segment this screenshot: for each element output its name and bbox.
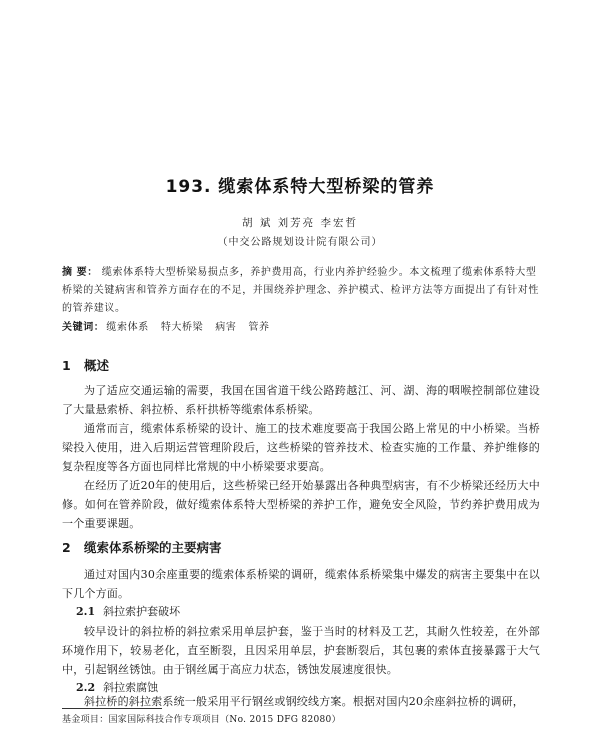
keywords <box>62 318 540 333</box>
keyword: 缆索体系 <box>106 322 149 333</box>
paper-title: 193. 缆索体系特大型桥梁的管养 <box>165 177 435 197</box>
section-heading-2 <box>62 538 222 556</box>
keywords-label: 关键词： <box>62 322 105 333</box>
author-list: 胡 斌 刘芳亮 李宏哲 <box>241 217 358 229</box>
author-affiliation: （中交公路规划设计院有限公司） <box>217 237 383 248</box>
paragraph: 通常而言，缆索体系桥梁的设计、施工的技术难度要高于我国公路上常见的中小桥梁。当桥梁投入使用，进入后期运营管理阶段后，这些桥梁的管养技术、检查实施的工作量、养护维修的复杂程度等各方面也同样比常规的中小桥梁要求要高。 <box>62 422 540 473</box>
section-number: 2 <box>62 540 71 555</box>
abstract-text: 缆索体系特大型桥梁易损点多，养护费用高，行业内养护经验少。本文梳理了缆索体系特大型桥梁的关键病害和管养方面存在的不足，并围绕养护理念、养护模式、检评方法等方面提出了有针对性的管养建议。 <box>62 267 539 314</box>
subsection-heading-2-1 <box>76 603 180 619</box>
subsection-title: 斜拉索腐蚀 <box>103 681 159 694</box>
subsection-number: 2.1 <box>76 605 96 618</box>
subsection-title: 斜拉索护套破坏 <box>103 605 181 618</box>
footnote: 基金项目：国家国际科技合作专项项目（No. 2015 DFG 82080） <box>62 715 341 725</box>
section-title: 概述 <box>84 358 110 373</box>
section-heading-1 <box>62 356 109 374</box>
subsection-number: 2.2 <box>76 681 96 694</box>
section-number: 1 <box>62 358 71 373</box>
paragraph: 较早设计的斜拉桥的斜拉索采用单层护套，鉴于当时的材料及工艺，其耐久性较差，在外部环境作用下，较易老化，直至断裂，且因采用单层，护套断裂后，其包裹的索体直接暴露于大气中，引起钢丝锈蚀。由于钢丝属于高应力状态，锈蚀发展速度很快。 <box>62 625 540 676</box>
paragraph: 为了适应交通运输的需要，我国在国省道干线公路跨越江、河、湖、海的咽喉控制部位建设了大量悬索桥、斜拉桥、系杆拱桥等缆索体系桥梁。 <box>62 384 540 416</box>
keyword: 特大桥梁 <box>160 322 204 333</box>
keyword: 病害 <box>215 322 237 333</box>
paragraph-last: 斜拉桥的斜拉索系统一般采用平行钢丝或钢绞线方案。根据对国内20余座斜拉桥的调研， <box>84 695 524 708</box>
paragraph: 在经历了近20年的使用后，这些桥梁已经开始暴露出各种典型病害，有不少桥梁还经历大中修。如何在管养阶段，做好缆索体系特大型桥梁的养护工作，避免安全风险，节约养护费用成为一个重要课题。 <box>62 479 540 530</box>
section-title: 缆索体系桥梁的主要病害 <box>84 540 222 555</box>
keyword: 管养 <box>248 322 270 333</box>
abstract-label: 摘 要： <box>62 267 98 278</box>
paragraph: 通过对国内30余座重要的缆索体系桥梁的调研，缆索体系桥梁集中爆发的病害主要集中在以下几个方面。 <box>62 568 540 600</box>
abstract <box>62 264 540 318</box>
